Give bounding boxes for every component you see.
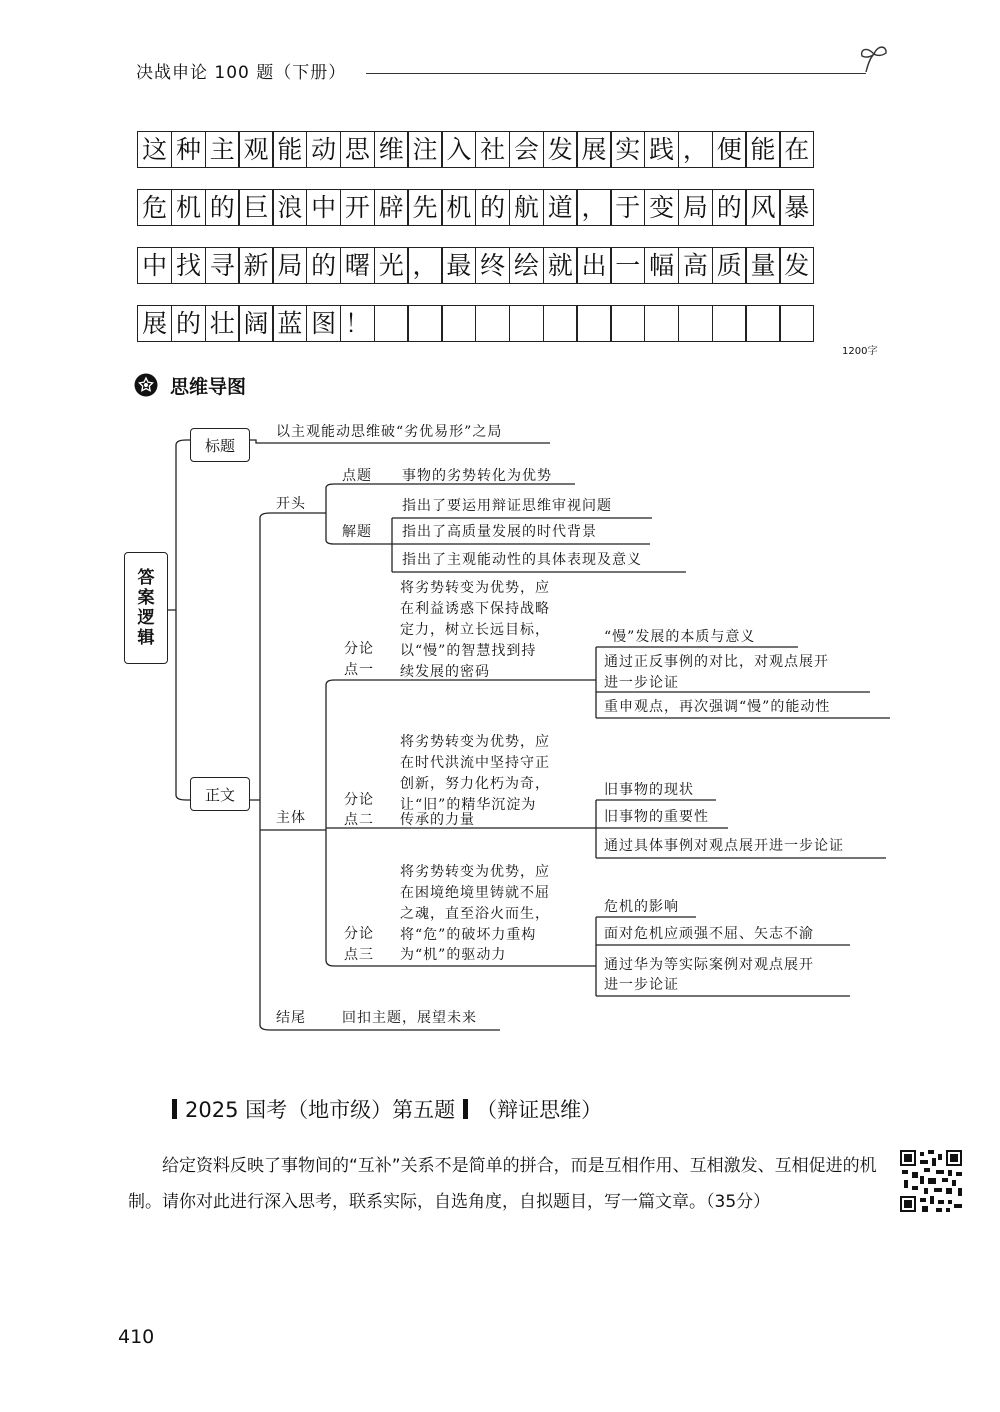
grid-cell: 航 bbox=[509, 189, 544, 226]
point1-item-1: “慢”发展的本质与意义 bbox=[604, 629, 756, 645]
grid-cell: 便 bbox=[712, 131, 747, 168]
grid-cell: ， bbox=[407, 247, 442, 284]
point3-item-3b: 进一步论证 bbox=[604, 977, 679, 993]
grid-cell: 能 bbox=[272, 131, 307, 168]
point3-thesis-1: 将劣势转变为优势，应 bbox=[400, 864, 550, 880]
root-char-3: 逻 bbox=[137, 608, 155, 628]
point1-item-3: 重申观点，再次强调“慢”的能动性 bbox=[604, 699, 831, 715]
grid-cell: 蓝 bbox=[272, 305, 307, 342]
point1-item-2a: 通过正反事例的对比，对观点展开 bbox=[604, 654, 829, 670]
grid-cell bbox=[644, 305, 679, 342]
point1-thesis-4: 以“慢”的智慧找到持 bbox=[400, 643, 537, 659]
point2-thesis-3: 创新，努力化朽为奇， bbox=[400, 776, 550, 792]
grid-cell: 壮 bbox=[205, 305, 240, 342]
grid-cell: 主 bbox=[205, 131, 240, 168]
title-box: 标题 bbox=[190, 428, 250, 462]
grid-row-3 bbox=[137, 247, 814, 284]
point2-item-3: 通过具体事例对观点展开进一步论证 bbox=[604, 838, 844, 854]
grid-cell: 机 bbox=[441, 189, 476, 226]
grid-cell: 高 bbox=[678, 247, 713, 284]
grid-cell: 质 bbox=[712, 247, 747, 284]
grid-cell: 巨 bbox=[238, 189, 273, 226]
heading-bar-right bbox=[463, 1099, 468, 1119]
point1-label-2: 点一 bbox=[344, 662, 374, 678]
grid-cell: 的 bbox=[475, 189, 510, 226]
point2-thesis-4: 让“旧”的精华沉淀为 bbox=[400, 797, 537, 813]
point1-thesis-1: 将劣势转变为优势，应 bbox=[400, 580, 550, 596]
sprout-icon bbox=[856, 42, 890, 76]
grid-cell bbox=[779, 305, 814, 342]
point3-item-1: 危机的影响 bbox=[604, 899, 679, 915]
point3-thesis-5: 为“机”的驱动力 bbox=[400, 947, 507, 963]
grid-cell bbox=[678, 305, 713, 342]
grid-row-4 bbox=[137, 305, 814, 342]
grid-cell: ！ bbox=[340, 305, 375, 342]
grid-cell: 这 bbox=[137, 131, 172, 168]
grid-cell: 在 bbox=[779, 131, 814, 168]
grid-cell: 量 bbox=[745, 247, 780, 284]
grid-cell: 幅 bbox=[644, 247, 679, 284]
grid-cell: 的 bbox=[205, 189, 240, 226]
root-char-4: 辑 bbox=[137, 628, 155, 648]
header-rule bbox=[366, 73, 866, 74]
point1-item-2b: 进一步论证 bbox=[604, 675, 679, 691]
point3-item-3a: 通过华为等实际案例对观点展开 bbox=[604, 957, 814, 973]
mindmap-root-box bbox=[124, 552, 168, 664]
grid-cell: 种 bbox=[171, 131, 206, 168]
grid-cell: 展 bbox=[137, 305, 172, 342]
grid-row-2 bbox=[137, 189, 814, 226]
grid-cell: 观 bbox=[238, 131, 273, 168]
question-heading-sub: （辩证思维） bbox=[476, 1098, 603, 1122]
grid-cell bbox=[407, 305, 442, 342]
grid-cell: 机 bbox=[171, 189, 206, 226]
body-box: 正文 bbox=[190, 777, 250, 811]
grid-cell: 于 bbox=[610, 189, 645, 226]
grid-cell bbox=[576, 305, 611, 342]
point2-item-1: 旧事物的现状 bbox=[604, 782, 694, 798]
point3-label-1: 分论 bbox=[344, 926, 374, 942]
grid-cell: 践 bbox=[644, 131, 679, 168]
question-heading bbox=[172, 1094, 602, 1124]
grid-cell: 最 bbox=[441, 247, 476, 284]
grid-cell: 能 bbox=[745, 131, 780, 168]
root-char-1: 答 bbox=[137, 568, 155, 588]
point2-label-2: 点二 bbox=[344, 812, 374, 828]
point3-item-2: 面对危机应顽强不屈、矢志不渝 bbox=[604, 926, 814, 942]
grid-cell bbox=[475, 305, 510, 342]
point2-thesis-5: 传承的力量 bbox=[400, 812, 475, 828]
grid-cell: 思 bbox=[340, 131, 375, 168]
point2-thesis-1: 将劣势转变为优势，应 bbox=[400, 734, 550, 750]
grid-cell: 局 bbox=[678, 189, 713, 226]
grid-cell: 图 bbox=[306, 305, 341, 342]
explain-label: 解题 bbox=[342, 524, 372, 540]
word-count-label: 1200字 bbox=[842, 346, 878, 357]
point3-thesis-3: 之魂，直至浴火而生， bbox=[400, 906, 550, 922]
grid-cell: 辟 bbox=[374, 189, 409, 226]
point3-label-2: 点三 bbox=[344, 947, 374, 963]
grid-cell: 浪 bbox=[272, 189, 307, 226]
title-text: 以主观能动思维破“劣优易形”之局 bbox=[276, 424, 503, 440]
point1-label-1: 分论 bbox=[344, 641, 374, 657]
mindmap-section-title: 思维导图 bbox=[170, 376, 247, 398]
point-label: 点题 bbox=[342, 468, 372, 484]
grid-cell: 开 bbox=[340, 189, 375, 226]
grid-cell: 发 bbox=[779, 247, 814, 284]
grid-cell: 终 bbox=[475, 247, 510, 284]
grid-cell: 风 bbox=[745, 189, 780, 226]
grid-cell: 一 bbox=[610, 247, 645, 284]
grid-cell: 就 bbox=[543, 247, 578, 284]
grid-cell: 的 bbox=[171, 305, 206, 342]
grid-cell: 寻 bbox=[205, 247, 240, 284]
page-number: 410 bbox=[118, 1326, 155, 1348]
question-text: 给定资料反映了事物间的“互补”关系不是简单的拼合，而是互相作用、互相激发、互相促进的机制。请你对此进行深入思考，联系实际，自选角度，自拟题目，写一篇文章。（35分） bbox=[128, 1156, 877, 1212]
grid-cell: 实 bbox=[610, 131, 645, 168]
grid-cell: 找 bbox=[171, 247, 206, 284]
grid-cell: 发 bbox=[543, 131, 578, 168]
ending-label: 结尾 bbox=[276, 1010, 306, 1026]
grid-cell: 阔 bbox=[238, 305, 273, 342]
point2-label-1: 分论 bbox=[344, 792, 374, 808]
grid-cell: 先 bbox=[407, 189, 442, 226]
grid-cell bbox=[509, 305, 544, 342]
book-header-title: 决战申论 100 题（下册） bbox=[136, 63, 347, 83]
point1-thesis-3: 定力，树立长远目标， bbox=[400, 622, 550, 638]
explain-item-3: 指出了主观能动性的具体表现及意义 bbox=[402, 552, 642, 568]
qr-code-icon[interactable] bbox=[900, 1150, 962, 1212]
point2-item-2: 旧事物的重要性 bbox=[604, 809, 709, 825]
grid-cell: 道 bbox=[543, 189, 578, 226]
point3-thesis-2: 在困境绝境里铸就不屈 bbox=[400, 885, 550, 901]
ending-text: 回扣主题，展望未来 bbox=[342, 1010, 477, 1026]
grid-cell bbox=[712, 305, 747, 342]
question-heading-main: 2025 国考（地市级）第五题 bbox=[185, 1098, 456, 1122]
grid-cell: 中 bbox=[306, 189, 341, 226]
grid-cell: 注 bbox=[407, 131, 442, 168]
grid-cell: 光 bbox=[374, 247, 409, 284]
grid-cell: 入 bbox=[441, 131, 476, 168]
grid-cell: 危 bbox=[137, 189, 172, 226]
grid-cell bbox=[374, 305, 409, 342]
grid-cell: 绘 bbox=[509, 247, 544, 284]
grid-cell: 中 bbox=[137, 247, 172, 284]
flower-badge-icon bbox=[134, 373, 158, 397]
grid-cell bbox=[543, 305, 578, 342]
point2-thesis-2: 在时代洪流中坚持守正 bbox=[400, 755, 550, 771]
point3-thesis-4: 将“危”的破坏力重构 bbox=[400, 927, 537, 943]
grid-cell: 变 bbox=[644, 189, 679, 226]
grid-cell: ， bbox=[678, 131, 713, 168]
grid-cell: 局 bbox=[272, 247, 307, 284]
point1-thesis-5: 续发展的密码 bbox=[400, 664, 490, 680]
grid-cell: 暴 bbox=[779, 189, 814, 226]
grid-cell bbox=[745, 305, 780, 342]
grid-row-1 bbox=[137, 131, 814, 168]
grid-cell: 曙 bbox=[340, 247, 375, 284]
grid-cell: 新 bbox=[238, 247, 273, 284]
explain-item-2: 指出了高质量发展的时代背景 bbox=[402, 524, 597, 540]
grid-cell: 展 bbox=[576, 131, 611, 168]
root-char-2: 案 bbox=[137, 588, 155, 608]
grid-cell: 社 bbox=[475, 131, 510, 168]
grid-cell: ， bbox=[576, 189, 611, 226]
grid-cell: 会 bbox=[509, 131, 544, 168]
point1-thesis-2: 在利益诱惑下保持战略 bbox=[400, 601, 550, 617]
point-text: 事物的劣势转化为优势 bbox=[402, 468, 552, 484]
grid-cell: 的 bbox=[712, 189, 747, 226]
main-label: 主体 bbox=[276, 810, 306, 826]
intro-label: 开头 bbox=[276, 496, 306, 512]
grid-cell: 出 bbox=[576, 247, 611, 284]
explain-item-1: 指出了要运用辩证思维审视问题 bbox=[402, 498, 612, 514]
heading-bar-left bbox=[172, 1099, 177, 1119]
grid-cell bbox=[610, 305, 645, 342]
grid-cell bbox=[441, 305, 476, 342]
grid-cell: 动 bbox=[306, 131, 341, 168]
grid-cell: 的 bbox=[306, 247, 341, 284]
grid-cell: 维 bbox=[374, 131, 409, 168]
